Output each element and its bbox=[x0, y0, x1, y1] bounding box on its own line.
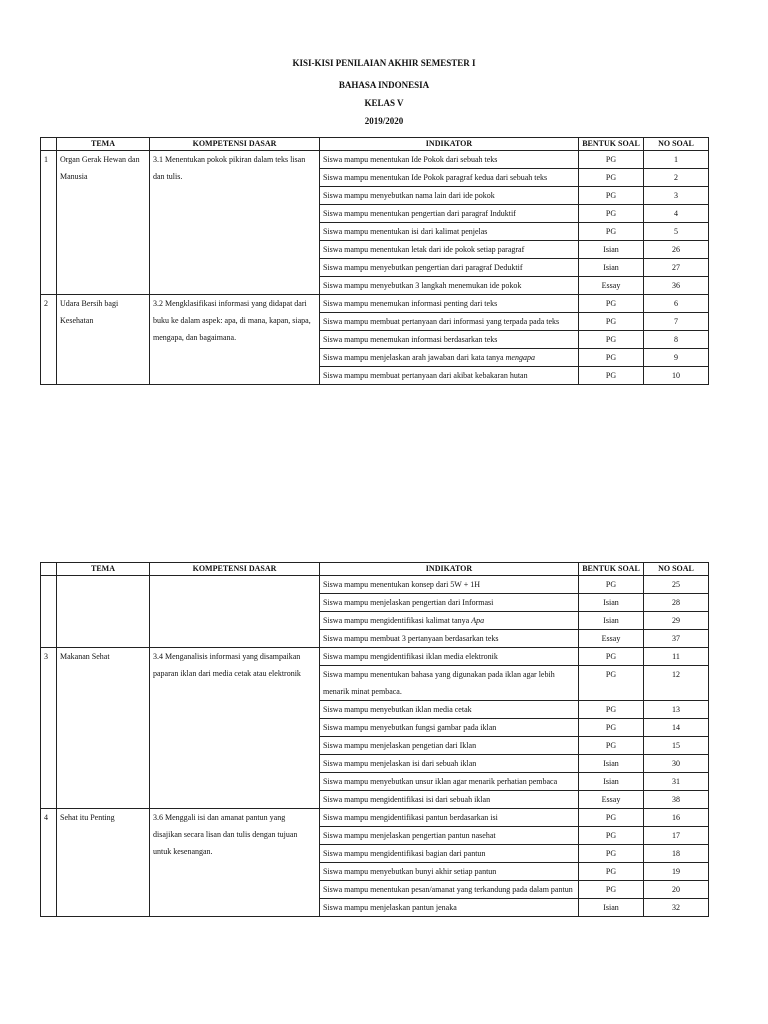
row-number: 3 bbox=[41, 648, 57, 809]
bentuk-soal-cell: PG bbox=[579, 331, 644, 349]
indikator-text: Siswa mampu menemukan informasi berdasarkan teks bbox=[323, 335, 498, 344]
bentuk-soal-cell: Isian bbox=[579, 755, 644, 773]
tema-cell: Makanan Sehat bbox=[57, 648, 150, 809]
table-row bbox=[41, 809, 709, 827]
no-soal-cell: 31 bbox=[644, 773, 709, 791]
indikator-text: Siswa mampu menjelaskan isi dari sebuah iklan bbox=[323, 759, 477, 768]
indikator-cell bbox=[320, 719, 579, 737]
indikator-cell bbox=[320, 594, 579, 612]
indikator-italic-word: mengapa bbox=[505, 353, 535, 362]
no-soal-cell: 2 bbox=[644, 169, 709, 187]
indikator-cell bbox=[320, 151, 579, 169]
indikator-text: Siswa mampu menjelaskan pengertian dari Informasi bbox=[323, 598, 494, 607]
table-header-row bbox=[41, 138, 709, 151]
indikator-cell bbox=[320, 791, 579, 809]
indikator-cell bbox=[320, 169, 579, 187]
no-soal-cell: 38 bbox=[644, 791, 709, 809]
indikator-cell bbox=[320, 313, 579, 331]
kisi-kisi-table-1 bbox=[40, 137, 709, 385]
tema-cell: Sehat itu Penting bbox=[57, 809, 150, 917]
indikator-text: Siswa mampu menyebutkan fungsi gambar pada iklan bbox=[323, 723, 497, 732]
bentuk-soal-cell: PG bbox=[579, 313, 644, 331]
indikator-text: Siswa mampu menjelaskan arah jawaban dari kata tanya bbox=[323, 353, 504, 362]
bentuk-soal-cell: PG bbox=[579, 151, 644, 169]
bentuk-soal-cell: PG bbox=[579, 205, 644, 223]
bentuk-soal-cell: PG bbox=[579, 169, 644, 187]
header-no-soal: NO SOAL bbox=[644, 138, 709, 151]
bentuk-soal-cell: PG bbox=[579, 827, 644, 845]
header-indikator: INDIKATOR bbox=[320, 138, 579, 151]
row-number: 2 bbox=[41, 295, 57, 385]
indikator-cell bbox=[320, 349, 579, 367]
no-soal-cell: 13 bbox=[644, 701, 709, 719]
bentuk-soal-cell: Isian bbox=[579, 773, 644, 791]
no-soal-cell: 29 bbox=[644, 612, 709, 630]
indikator-italic-word: Apa bbox=[471, 616, 485, 625]
header-indikator: INDIKATOR bbox=[320, 563, 579, 576]
no-soal-cell: 36 bbox=[644, 277, 709, 295]
indikator-text: Siswa mampu mengidentifikasi kalimat tanya bbox=[323, 616, 470, 625]
table-row bbox=[41, 295, 709, 313]
bentuk-soal-cell: PG bbox=[579, 737, 644, 755]
no-soal-cell: 15 bbox=[644, 737, 709, 755]
header-tema: TEMA bbox=[57, 563, 150, 576]
kompetensi-dasar-cell: 3.2 Mengklasifikasi informasi yang didapat dari buku ke dalam aspek: apa, di mana, kapan, siapa, mengapa, dan bagaimana. bbox=[150, 295, 320, 385]
no-soal-cell: 28 bbox=[644, 594, 709, 612]
tema-cell bbox=[57, 576, 150, 648]
header-num bbox=[41, 563, 57, 576]
document-year: 2019/2020 bbox=[364, 116, 404, 126]
tema-cell: Organ Gerak Hewan dan Manusia bbox=[57, 151, 150, 295]
indikator-text: Siswa mampu menentukan Ide Pokok dari sebuah teks bbox=[323, 155, 498, 164]
bentuk-soal-cell: PG bbox=[579, 701, 644, 719]
indikator-text: Siswa mampu membuat pertanyaan dari informasi yang terpada pada teks bbox=[323, 317, 560, 326]
kisi-kisi-table-2 bbox=[40, 562, 709, 917]
row-number: 4 bbox=[41, 809, 57, 917]
indikator-cell bbox=[320, 331, 579, 349]
no-soal-cell: 6 bbox=[644, 295, 709, 313]
kompetensi-dasar-cell: 3.1 Menentukan pokok pikiran dalam teks lisan dan tulis. bbox=[150, 151, 320, 295]
no-soal-cell: 4 bbox=[644, 205, 709, 223]
indikator-text: Siswa mampu menentukan pengertian dari paragraf Induktif bbox=[323, 209, 516, 218]
indikator-cell bbox=[320, 205, 579, 223]
no-soal-cell: 37 bbox=[644, 630, 709, 648]
bentuk-soal-cell: PG bbox=[579, 666, 644, 701]
bentuk-soal-cell: PG bbox=[579, 845, 644, 863]
bentuk-soal-cell: PG bbox=[579, 349, 644, 367]
document-class: KELAS V bbox=[364, 98, 404, 108]
document-title: KISI-KISI PENILAIAN AKHIR SEMESTER I bbox=[292, 58, 476, 68]
no-soal-cell: 30 bbox=[644, 755, 709, 773]
indikator-text: Siswa mampu menentukan isi dari kalimat penjelas bbox=[323, 227, 488, 236]
indikator-cell bbox=[320, 277, 579, 295]
header-bentuk-soal: BENTUK SOAL bbox=[579, 138, 644, 151]
table-header-row bbox=[41, 563, 709, 576]
indikator-text: Siswa mampu membuat pertanyaan dari akibat kebakaran hutan bbox=[323, 371, 528, 380]
row-number: 1 bbox=[41, 151, 57, 295]
indikator-text: Siswa mampu menyebutkan iklan media cetak bbox=[323, 705, 472, 714]
indikator-text: Siswa mampu menemukan informasi penting dari teks bbox=[323, 299, 498, 308]
indikator-cell bbox=[320, 241, 579, 259]
bentuk-soal-cell: PG bbox=[579, 719, 644, 737]
bentuk-soal-cell: Isian bbox=[579, 594, 644, 612]
no-soal-cell: 20 bbox=[644, 881, 709, 899]
indikator-text: Siswa mampu menentukan Ide Pokok paragraf kedua dari sebuah teks bbox=[323, 173, 548, 182]
indikator-text: Siswa mampu menyebutkan 3 langkah menemukan ide pokok bbox=[323, 281, 522, 290]
indikator-text: Siswa mampu menjelaskan pengertian pantun nasehat bbox=[323, 831, 496, 840]
no-soal-cell: 18 bbox=[644, 845, 709, 863]
no-soal-cell: 11 bbox=[644, 648, 709, 666]
indikator-text: Siswa mampu menjelaskan pantun jenaka bbox=[323, 903, 457, 912]
indikator-text: Siswa mampu menentukan bahasa yang digunakan pada iklan agar lebih menarik minat pembaca. bbox=[323, 670, 555, 696]
no-soal-cell: 9 bbox=[644, 349, 709, 367]
bentuk-soal-cell: Essay bbox=[579, 791, 644, 809]
indikator-text: Siswa mampu menyebutkan pengertian dari paragraf Deduktif bbox=[323, 263, 523, 272]
kompetensi-dasar-cell bbox=[150, 576, 320, 648]
bentuk-soal-cell: PG bbox=[579, 367, 644, 385]
bentuk-soal-cell: PG bbox=[579, 223, 644, 241]
bentuk-soal-cell: Isian bbox=[579, 899, 644, 917]
no-soal-cell: 3 bbox=[644, 187, 709, 205]
no-soal-cell: 1 bbox=[644, 151, 709, 169]
indikator-cell bbox=[320, 367, 579, 385]
indikator-cell bbox=[320, 755, 579, 773]
bentuk-soal-cell: PG bbox=[579, 809, 644, 827]
no-soal-cell: 25 bbox=[644, 576, 709, 594]
indikator-text: Siswa mampu membuat 3 pertanyaan berdasarkan teks bbox=[323, 634, 499, 643]
table-row bbox=[41, 151, 709, 169]
header-kompetensi-dasar: KOMPETENSI DASAR bbox=[150, 138, 320, 151]
indikator-text: Siswa mampu menyebutkan bunyi akhir setiap pantun bbox=[323, 867, 497, 876]
indikator-cell bbox=[320, 648, 579, 666]
indikator-text: Siswa mampu menentukan konsep dari 5W + 1H bbox=[323, 580, 481, 589]
header-tema: TEMA bbox=[57, 138, 150, 151]
bentuk-soal-cell: Essay bbox=[579, 277, 644, 295]
indikator-text: Siswa mampu menyebutkan unsur iklan agar menarik perhatian pembaca bbox=[323, 777, 558, 786]
no-soal-cell: 14 bbox=[644, 719, 709, 737]
bentuk-soal-cell: Essay bbox=[579, 630, 644, 648]
bentuk-soal-cell: PG bbox=[579, 881, 644, 899]
indikator-cell bbox=[320, 259, 579, 277]
bentuk-soal-cell: PG bbox=[579, 187, 644, 205]
no-soal-cell: 16 bbox=[644, 809, 709, 827]
indikator-cell bbox=[320, 701, 579, 719]
no-soal-cell: 8 bbox=[644, 331, 709, 349]
kompetensi-dasar-cell: 3.6 Menggali isi dan amanat pantun yang disajikan secara lisan dan tulis dengan tujuan untuk kesenangan. bbox=[150, 809, 320, 917]
no-soal-cell: 7 bbox=[644, 313, 709, 331]
indikator-cell bbox=[320, 666, 579, 701]
indikator-cell bbox=[320, 223, 579, 241]
no-soal-cell: 32 bbox=[644, 899, 709, 917]
no-soal-cell: 19 bbox=[644, 863, 709, 881]
indikator-cell bbox=[320, 845, 579, 863]
bentuk-soal-cell: PG bbox=[579, 295, 644, 313]
bentuk-soal-cell: PG bbox=[579, 576, 644, 594]
indikator-cell bbox=[320, 576, 579, 594]
no-soal-cell: 12 bbox=[644, 666, 709, 701]
header-bentuk-soal: BENTUK SOAL bbox=[579, 563, 644, 576]
indikator-cell bbox=[320, 612, 579, 630]
indikator-text: Siswa mampu menentukan letak dari ide pokok setiap paragraf bbox=[323, 245, 525, 254]
indikator-text: Siswa mampu menyebutkan nama lain dari ide pokok bbox=[323, 191, 495, 200]
indikator-cell bbox=[320, 827, 579, 845]
row-number bbox=[41, 576, 57, 648]
no-soal-cell: 27 bbox=[644, 259, 709, 277]
tema-cell: Udara Bersih bagi Kesehatan bbox=[57, 295, 150, 385]
indikator-text: Siswa mampu mengidentifikasi bagian dari pantun bbox=[323, 849, 486, 858]
bentuk-soal-cell: PG bbox=[579, 863, 644, 881]
indikator-cell bbox=[320, 773, 579, 791]
no-soal-cell: 5 bbox=[644, 223, 709, 241]
table-row bbox=[41, 576, 709, 594]
header-kompetensi-dasar: KOMPETENSI DASAR bbox=[150, 563, 320, 576]
kompetensi-dasar-cell: 3.4 Menganalisis informasi yang disampaikan paparan iklan dari media cetak atau elektronik bbox=[150, 648, 320, 809]
bentuk-soal-cell: Isian bbox=[579, 259, 644, 277]
indikator-cell bbox=[320, 295, 579, 313]
header-no-soal: NO SOAL bbox=[644, 563, 709, 576]
indikator-cell bbox=[320, 863, 579, 881]
indikator-cell bbox=[320, 187, 579, 205]
no-soal-cell: 17 bbox=[644, 827, 709, 845]
bentuk-soal-cell: Isian bbox=[579, 612, 644, 630]
indikator-text: Siswa mampu menentukan pesan/amanat yang terkandung pada dalam pantun bbox=[323, 885, 573, 894]
indikator-cell bbox=[320, 899, 579, 917]
indikator-text: Siswa mampu mengidentifikasi pantun berdasarkan isi bbox=[323, 813, 498, 822]
indikator-cell bbox=[320, 809, 579, 827]
indikator-text: Siswa mampu mengidentifikasi iklan media elektronik bbox=[323, 652, 498, 661]
document-subject: BAHASA INDONESIA bbox=[338, 80, 430, 90]
indikator-cell bbox=[320, 737, 579, 755]
indikator-text: Siswa mampu menjelaskan pengetian dari Iklan bbox=[323, 741, 477, 750]
bentuk-soal-cell: Isian bbox=[579, 241, 644, 259]
indikator-cell bbox=[320, 881, 579, 899]
no-soal-cell: 10 bbox=[644, 367, 709, 385]
bentuk-soal-cell: PG bbox=[579, 648, 644, 666]
indikator-text: Siswa mampu mengidentifikasi isi dari sebuah iklan bbox=[323, 795, 491, 804]
header-num bbox=[41, 138, 57, 151]
indikator-cell bbox=[320, 630, 579, 648]
no-soal-cell: 26 bbox=[644, 241, 709, 259]
table-row bbox=[41, 648, 709, 666]
